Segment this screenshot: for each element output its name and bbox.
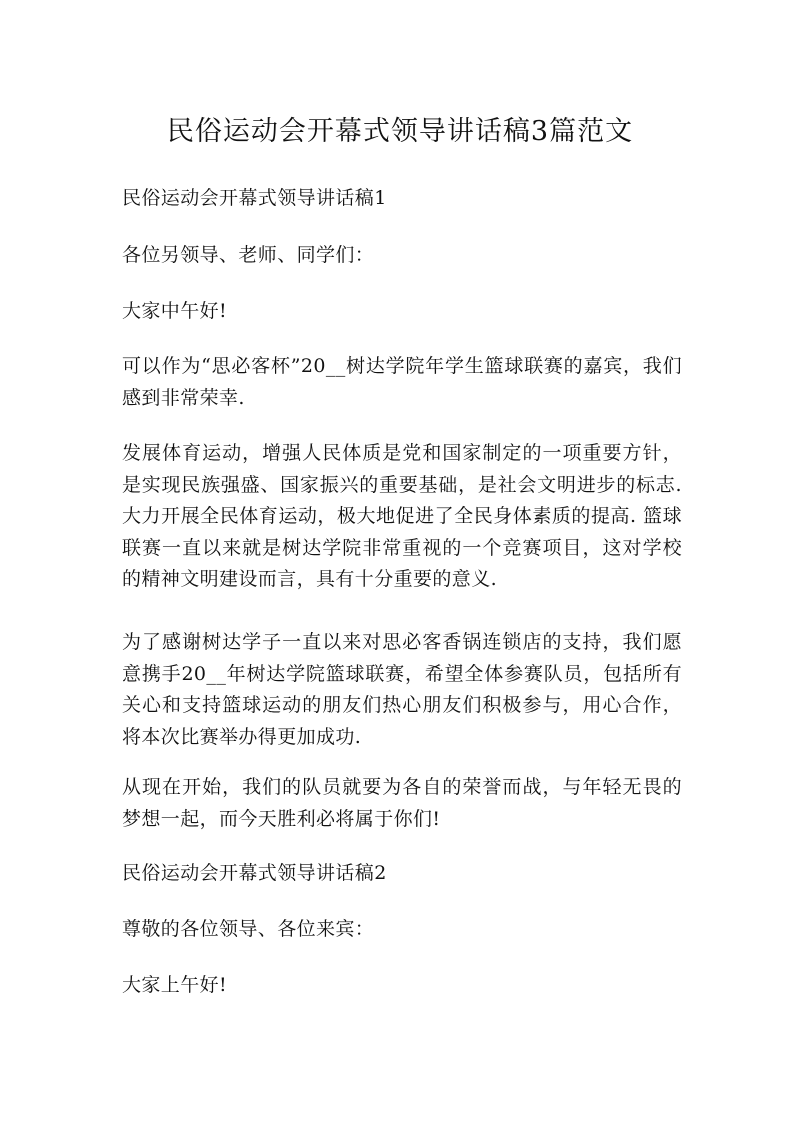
section-heading-1: 民俗运动会开幕式领导讲话稿1 bbox=[122, 187, 387, 209]
body-paragraph-closing: 从现在开始，我们的队员就要为各自的荣誉而战，与年轻无畏的梦想一起，而今天胜利必将属于你们! bbox=[122, 776, 682, 830]
section-heading-2: 民俗运动会开幕式领导讲话稿2 bbox=[122, 862, 387, 884]
greeting-paragraph: 大家中午好! bbox=[122, 300, 228, 322]
salutation-paragraph: 各位另领导、老师、同学们： bbox=[122, 244, 375, 266]
salutation-paragraph-2: 尊敬的各位领导、各位来宾： bbox=[122, 918, 375, 940]
document-title: 民俗运动会开幕式领导讲话稿3篇范文 bbox=[166, 116, 634, 147]
body-paragraph-thanks: 为了感谢树达学子一直以来对思必客香锅连锁店的支持，我们愿意携手20__年树达学院篮球联赛，希望全体参赛队员，包括所有关心和支持篮球运动的朋友们热心朋友们积极参与，用心合作，将本次比赛举办得更加成功. bbox=[122, 631, 682, 748]
greeting-paragraph-2: 大家上午好! bbox=[122, 974, 228, 996]
body-paragraph-honor: 可以作为“思必客杯”20__树达学院年学生篮球联赛的嘉宾，我们感到非常荣幸. bbox=[122, 355, 682, 409]
body-paragraph-sports: 发展体育运动，增强人民体质是党和国家制定的一项重要方针，是实现民族强盛、国家振兴的重要基础，是社会文明进步的标志. 大力开展全民体育运动，极大地促进了全民身体素质的提高. 篮球联赛一直以来就是树达学院非常重视的一个竞赛项目，这对学校的精神文明建设而言，具有十分重要的意义. bbox=[122, 442, 682, 590]
